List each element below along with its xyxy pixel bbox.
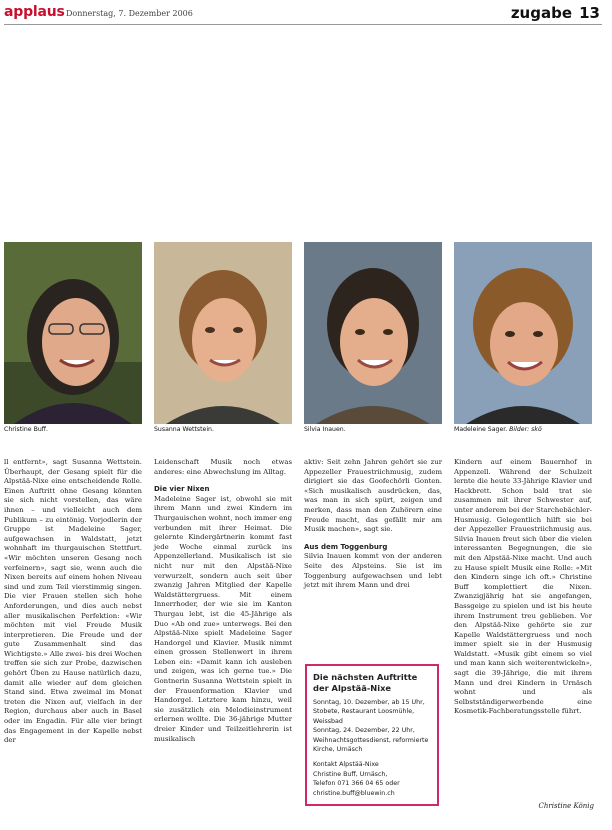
column-4-text: Kindern auf einem Bauernhof in Appenzell. Während der Schulzeit lernte die heute 33-Jährige Klavier und Hackbrett. Schon bald trat sie zusammen mit ihrer Schwester auf, unter anderem bei der Starchebächler-Husmusig. Gelegentlich hilft sie bei der Appezeller Frauestriichmusig aus. Silvia Inauen freut sich über die vielen interessanten Begegnungen, die sie mit den Alpstää-Nixe macht. Und auch zu Hause spielt Musik eine Rolle: «Mit den Kindern singe ich oft.» Christine Buff komplettiert die Nixen. Zwanzigjährig hat sie angefangen, Bassgeige zu spielen und ist bis heute ihrem Instrument treu geblieben. Vor den Alpstää-Nixe gehörte sie zur Kapelle Waldstättergruess und noch immer spielt sie in der Husmusig Waldstatt. «Musik gibt einem so viel und man kann sich weiterentwickeln», sagt die 39-Jährige, die mit ihrem Mann und drei Kindern in Urnäsch wohnt und als Selbstständigerwerbende eine Kosmetik-Fachberatungsstelle führt. (454, 458, 592, 716)
photo-credit: Bilder: skö (509, 426, 542, 433)
article-column-1 (4, 458, 142, 746)
contact-email[interactable]: christine.buff@bluewin.ch (313, 789, 395, 797)
event-2: Sonntag, 24. Dezember, 22 Uhr, Weihnachtsgottesdienst, reformierte Kirche, Urnäsch (313, 727, 429, 754)
column-2-text-a: Leidenschaft Musik noch etwas anderes: eine Abwechslung im Alltag. (154, 458, 292, 476)
issue-date: Donnerstag, 7. Dezember 2006 (66, 9, 193, 18)
subheading-aus-dem-toggenburg: Aus dem Toggenburg (304, 542, 388, 551)
subheading-die-vier-nixen: Die vier Nixen (154, 485, 210, 494)
portrait-photo-4 (454, 242, 592, 424)
article-author: Christine König (538, 802, 594, 810)
header-rule (4, 24, 602, 25)
photo-caption-4: Madeleine Sager. Bilder: skö (454, 426, 542, 433)
page-header (4, 4, 602, 26)
contact-label: Kontakt Alpstää-Nixe (313, 761, 379, 769)
contact-name: Christine Buff, Urnäsch, (313, 770, 388, 778)
section-title: zugabe (510, 4, 572, 22)
portrait-photo-1 (4, 242, 142, 424)
photo-caption-1: Christine Buff. (4, 426, 48, 433)
photo-caption-3: Silvia Inauen. (304, 426, 346, 433)
portrait-photo-2 (154, 242, 292, 424)
infobox-title: Die nächsten Auftritte der Alpstää-Nixe (313, 672, 418, 693)
column-3-text-a: aktiv: Seit zehn Jahren gehört sie zur Appezeller Frauestriichmusig, zudem dirigiert sie das Goofechörli Gonten. «Sich musikalisch ausdrücken, das, was man in sich spürt, zeigen und merken, dass man den Zuhörern eine Freude macht, das gefällt mir am Musik machen», sagt sie. (304, 458, 442, 534)
column-3-text-b: Silvia Inauen kommt von der anderen Seite des Alpsteins. Sie ist im Toggenburg aufgewachsen und lebt jetzt mit ihrem Mann und drei (304, 552, 442, 590)
portrait-photo-3 (304, 242, 442, 424)
photo-caption-2: Susanna Wettstein. (154, 426, 214, 433)
column-1-text: ll entfernt», sagt Susanna Wettstein. Überhaupt, der Gesang spielt für die Alpstää-Nixe eine entscheidende Rolle. Einen Auftritt ohne Gesang könnten sie sich nicht vorstellen, das wäre ihnen – und vielleicht auch dem Publikum – zu eintönig. Vorjodlerin der Gruppe ist Madeleine Sager, aufgewachsen in Waldstatt, jetzt wohnhaft im thurgauischen Stettfurt. «Wir möchten unseren Gesang noch verfeinern», sagt sie, wenn auch die Nixen bereits auf einem hohen Niveau sind und zum Teil vierstimmig singen. Die vier Frauen stellen sich hohe Anforderungen, und dies auch nebst aller musikalischen Perfektion: «Wir möchten mit viel Freude Musik interpretieren. Die Freude und der gute Zusammenhalt sind das Wichtigste.» Alle zwei- bis drei Wochen treffen sie sich zur Probe, dazwischen gehört Üben zu Hause natürlich dazu, damit alle wieder auf dem gleichen Stand sind. Etwa zweimal im Monat treten die Nixen auf, vielfach in der Region, durchaus aber auch in Basel oder im Engadin. Für alle vier bringt das Engagement in der Kapelle nebst der (4, 458, 142, 745)
brand-logo: applaus (4, 4, 65, 20)
article-column-3 (304, 458, 442, 591)
event-1: Sonntag, 10. Dezember, ab 15 Uhr, Stobete, Restaurant Loosmühle, Weissbad (313, 699, 425, 725)
contact-phone: Telefon 071 366 04 65 oder (313, 780, 400, 788)
article-column-4 (454, 458, 592, 717)
article-column-2 (154, 458, 292, 744)
page-number: 13 (579, 4, 600, 22)
column-2-text-b: Madeleine Sager ist, obwohl sie mit ihrem Mann und zwei Kindern im Thurgauischen wohnt, noch immer eng verbunden mit ihrer Heimat. Die gelernte Kindergärtnerin kommt fast jede Woche einmal zurück ins Appenzellerland. Musikalisch ist sie nicht nur mit den Alpstää-Nixe verwurzelt, sondern auch seit über zwanzig Jahren Mitglied der Kapelle Waldstättergruess. Mit einem Innerrhoder, der wie sie im Kanton Thurgau lebt, ist die 45-Jährige als Duo «Ab ond zue» unterwegs. Bei den Alpstää-Nixe spielt Madeleine Sager Handorgel und Klavier. Musik nimmt einen grossen Stellenwert in ihrem Leben ein: «Damit kann ich ausleben und zeigen, was ich gerne tue.» Die Gontnerin Susanna Wettstein spielt in der Frauenformation Klavier und Handorgel. Letztere kam hinzu, weil sie zusätzlich ein Melodieinstrument erlernen wollte. Die 36-jährige Mutter dreier Kinder und Teilzeitlehrerin ist musikalisch (154, 494, 292, 743)
events-infobox (305, 664, 439, 806)
